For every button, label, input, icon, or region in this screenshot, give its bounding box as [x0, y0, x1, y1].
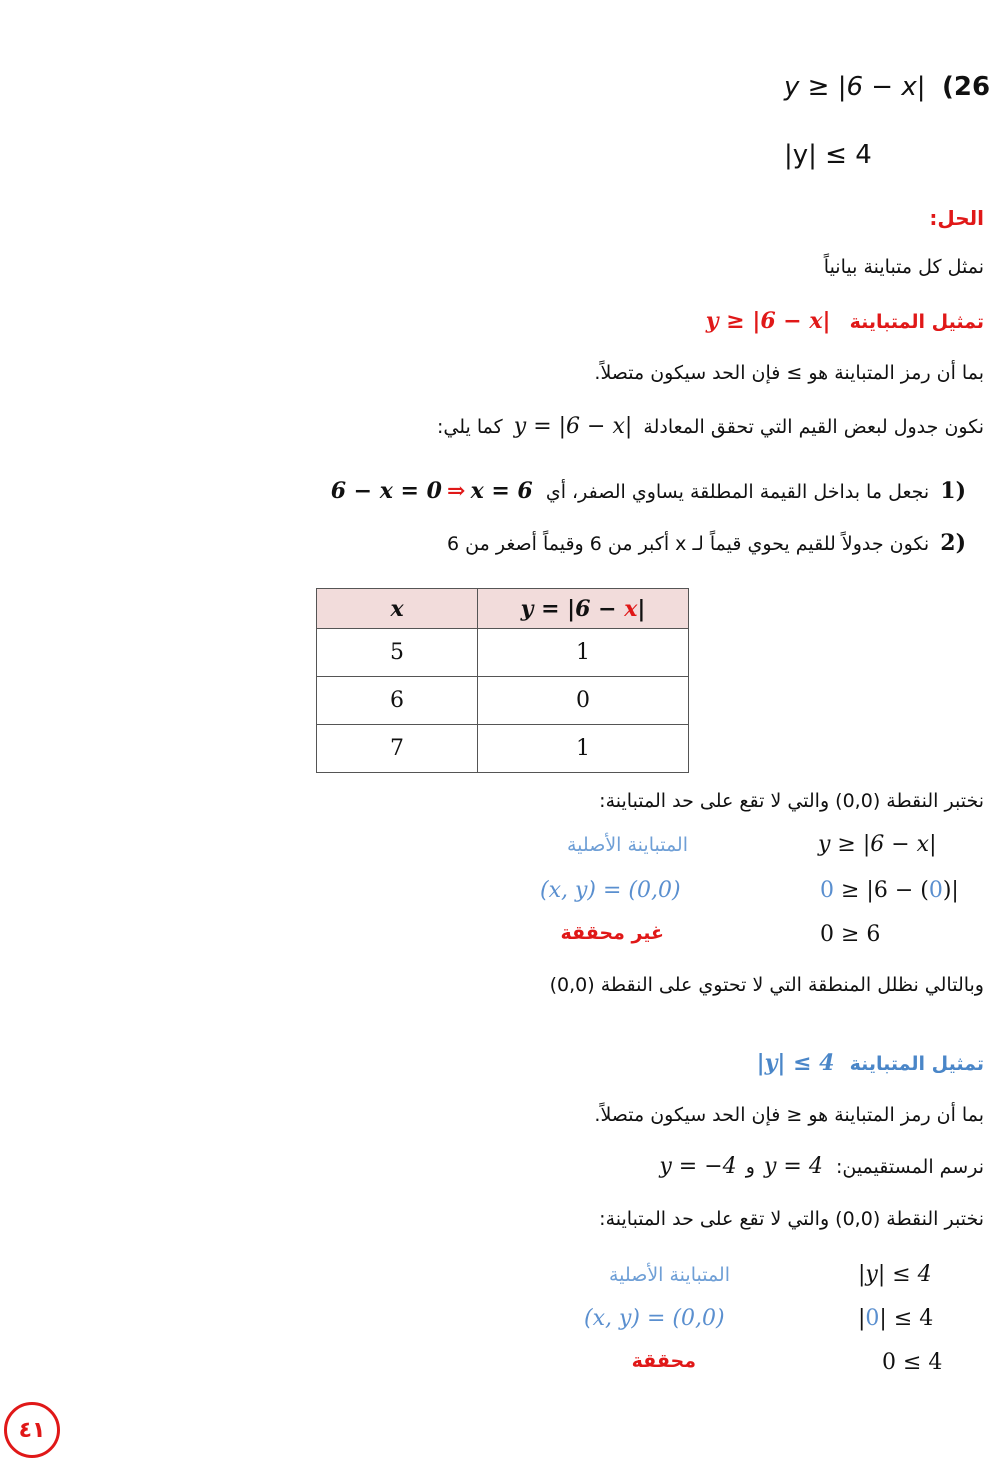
- part2-test-r2-right: [858, 1306, 933, 1331]
- part1-heading: [706, 308, 984, 334]
- inequality-1-text: y ≥ |6 − x|: [784, 72, 926, 102]
- part2-test-text: نختبر النقطة (0,0) والتي لا تقع على حد المتباينة:: [599, 1208, 984, 1230]
- part2-boundary-text: بما أن رمز المتباينة هو ≤ فإن الحد سيكون متصلاً.: [594, 1104, 984, 1126]
- table-row: [317, 677, 689, 725]
- r2-zero-a: 0: [820, 878, 834, 903]
- step-2: [447, 530, 966, 556]
- problem-number: (26: [942, 72, 991, 102]
- table-cell-y: 1: [478, 725, 689, 773]
- lines-and: و: [745, 1156, 755, 1178]
- problem-inequality-1: [784, 72, 925, 102]
- part1-test-r2-right: [820, 878, 959, 903]
- part1-boundary-text: بما أن رمز المتباينة هو ≥ فإن الحد سيكون متصلاً.: [594, 362, 984, 384]
- r2-end: )|: [942, 878, 959, 903]
- part1-test-text: نختبر النقطة (0,0) والتي لا تقع على حد المتباينة:: [599, 790, 984, 812]
- step2-text: نكون جدولاً للقيم يحوي قيماً لـ x أكبر من 6 وقيماً أصغر من 6: [447, 533, 930, 555]
- table-row: [317, 725, 689, 773]
- table-cell-y: 1: [478, 629, 689, 677]
- step1-number: 1): [940, 478, 966, 504]
- r2-bar-a: |: [858, 1306, 866, 1331]
- part1-heading-text: تمثيل المتباينة: [849, 311, 984, 333]
- part1-table-intro: [437, 414, 984, 439]
- r2-zero-b: 0: [928, 878, 943, 903]
- table-cell-x: 7: [317, 725, 478, 773]
- table-intro-end: كما يلي:: [437, 416, 503, 438]
- part2-lines: [659, 1154, 984, 1179]
- part2-heading: [757, 1050, 984, 1076]
- values-table: [316, 588, 689, 773]
- r2-rest: | ≤ 4: [879, 1306, 934, 1331]
- step1-math: [330, 478, 533, 504]
- part1-test-r1-right: y ≥ |6 − x|: [818, 832, 937, 857]
- step1-text: نجعل ما بداخل القيمة المطلقة يساوي الصفر، أي: [545, 481, 930, 503]
- step1-arrow: ⇒: [447, 478, 466, 504]
- problem-inequality-2: |y| ≤ 4: [784, 140, 872, 170]
- table-header-y: [478, 589, 689, 629]
- table-intro-text: نكون جدول لبعض القيم التي تحقق المعادلة: [643, 416, 984, 438]
- part1-test-r2-left: (x, y) = (0,0): [540, 878, 681, 903]
- part2-heading-text: تمثيل المتباينة: [849, 1053, 984, 1075]
- table-cell-x: 6: [317, 677, 478, 725]
- part2-test-r3-left: محققة: [631, 1350, 696, 1372]
- part1-test-r3-left: غير محققة: [560, 922, 664, 944]
- table-cell-x: 5: [317, 629, 478, 677]
- part2-test-r3-right: 0 ≤ 4: [882, 1350, 943, 1375]
- table-header-x: x: [317, 589, 478, 629]
- part1-test-r3-right: 0 ≥ 6: [820, 922, 881, 947]
- intro-text: نمثل كل متباينة بيانياً: [823, 256, 984, 278]
- lines-math-b: y = −4: [659, 1154, 737, 1179]
- part1-test-r1-left: المتباينة الأصلية: [566, 834, 688, 856]
- part2-test-r1-right: |y| ≤ 4: [858, 1262, 932, 1287]
- r2-zero: 0: [865, 1306, 880, 1331]
- r2-mid: ≥ |6 − (: [834, 878, 929, 903]
- part2-test-r2-left: (x, y) = (0,0): [584, 1306, 725, 1331]
- part1-heading-math: y ≥ |6 − x|: [705, 308, 831, 334]
- table-cell-y: 0: [478, 677, 689, 725]
- lines-text: نرسم المستقيمين:: [835, 1156, 984, 1178]
- part1-conclusion: وبالتالي نظلل المنطقة التي لا تحتوي على النقطة (0,0): [549, 974, 984, 996]
- step-1: [331, 478, 966, 504]
- step1-math-b: x = 6: [470, 478, 533, 504]
- lines-math-a: y = 4: [764, 1154, 823, 1179]
- part2-heading-math: |y| ≤ 4: [756, 1050, 835, 1076]
- step1-math-a: 6 − x = 0: [330, 478, 442, 504]
- header-y-part-b: |: [637, 595, 646, 622]
- page-number-badge: ٤١: [4, 1402, 60, 1458]
- table-row: [317, 629, 689, 677]
- header-y-part-a: y = |6 −: [520, 595, 625, 622]
- table-intro-math: y = |6 − x|: [513, 414, 633, 439]
- part2-test-r1-left: المتباينة الأصلية: [608, 1264, 730, 1286]
- table-header-row: [317, 589, 689, 629]
- step2-number: 2): [940, 530, 966, 556]
- header-y-x: x: [624, 595, 638, 622]
- solution-label: الحل:: [929, 206, 984, 230]
